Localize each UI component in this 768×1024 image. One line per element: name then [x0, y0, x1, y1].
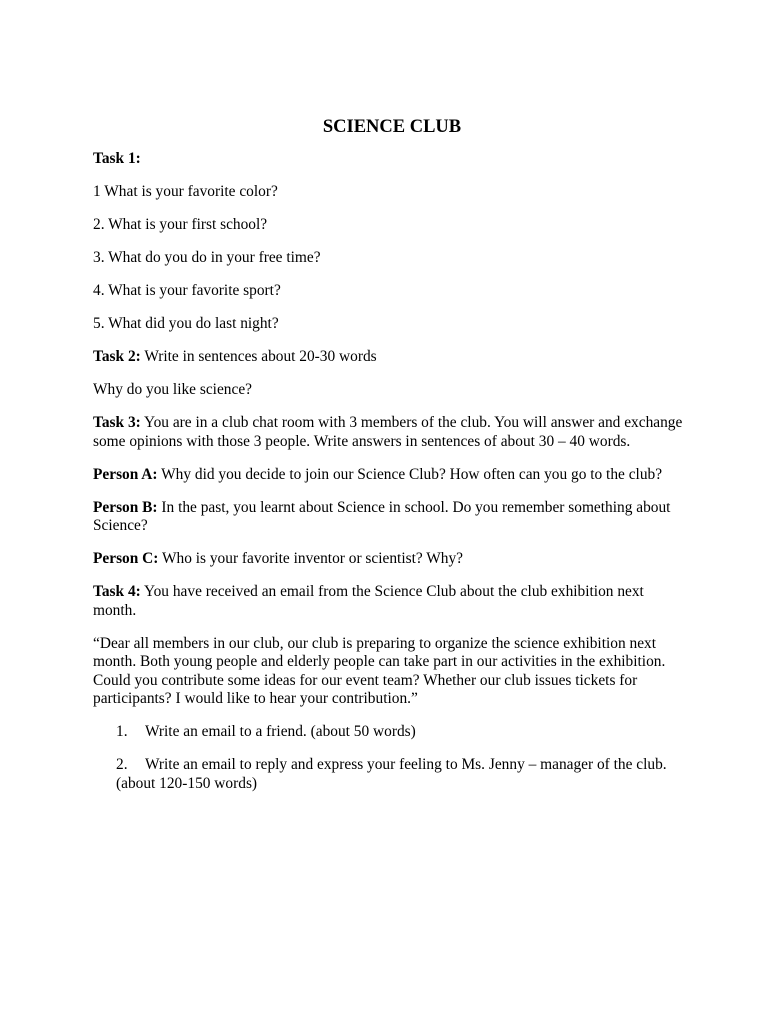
task2-text: Write in sentences about 20-30 words — [140, 348, 377, 365]
page-title: SCIENCE CLUB — [322, 117, 462, 137]
task1-question: 5. What did you do last night? — [93, 315, 279, 332]
task1-heading — [93, 150, 683, 169]
document-page — [93, 116, 683, 808]
person-b-text: In the past, you learnt about Science in school. Do you remember something about Science? — [93, 498, 671, 534]
task1-question: 4. What is your favorite sport? — [93, 282, 281, 299]
task3-label: Task 3: — [93, 414, 141, 431]
list-item — [93, 723, 683, 742]
task1-question: 3. What do you do in your free time? — [93, 249, 321, 266]
task3-text: You are in a club chat room with 3 members of the club. You will answer and exchange some opinions with those 3 people. Write answers in sentences of about 30 – 40 words. — [93, 414, 683, 450]
task1-question: 1 What is your favorite color? — [93, 183, 278, 200]
person-b-prompt — [93, 499, 683, 536]
person-a-label: Person A: — [93, 465, 158, 483]
task3-instruction — [93, 414, 683, 451]
person-b-label: Person B: — [93, 498, 158, 516]
task1-question: 2. What is your first school? — [93, 216, 268, 233]
person-a-text: Why did you decide to join our Science Club? How often can you go to the club? — [157, 465, 663, 483]
list-item-number: 2. — [116, 756, 128, 773]
list-item-text: Write an email to a friend. (about 50 words) — [145, 723, 416, 740]
person-a-prompt — [93, 466, 683, 485]
task4-label: Task 4: — [93, 583, 141, 600]
task2-label: Task 2: — [93, 348, 141, 365]
task2-question: Why do you like science? — [93, 381, 252, 398]
task4-item-list — [93, 723, 683, 793]
task4-email-quote: “Dear all members in our club, our club is preparing to organize the science exhibition next month. Both young people and elderly people can take part in our activities in the exhibition. Could you contribute some ideas for our event team? Whether our club issues tickets for participants? I would like to hear your contribution.” — [93, 634, 666, 707]
task4-instruction — [93, 583, 683, 620]
task1-label: Task 1: — [93, 150, 141, 167]
person-c-label: Person C: — [93, 550, 159, 567]
task4-text: You have received an email from the Science Club about the club exhibition next month. — [93, 583, 644, 619]
person-c-text: Who is your favorite inventor or scientist? Why? — [158, 550, 464, 567]
list-item — [93, 756, 683, 793]
task2-instruction — [93, 348, 683, 367]
list-item-number: 1. — [116, 723, 128, 740]
person-c-prompt — [93, 550, 683, 569]
list-item-text: Write an email to reply and express your feeling to Ms. Jenny – manager of the club. (about 120-150 words) — [116, 756, 667, 792]
